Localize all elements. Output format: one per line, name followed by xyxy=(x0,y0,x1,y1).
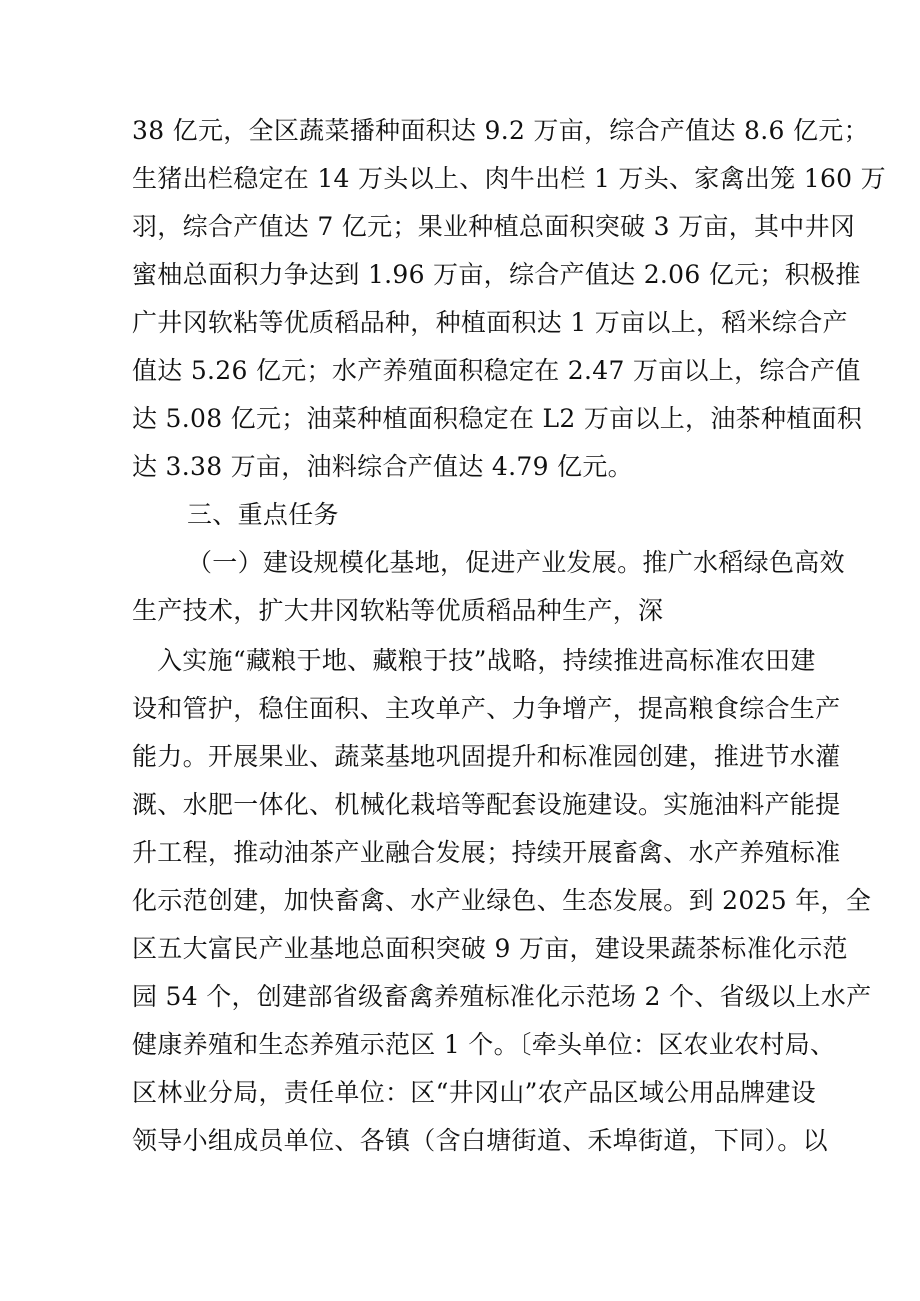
text-line: 达 5.08 亿元；油菜种植面积稳定在 L2 万亩以上，油茶种植面积 xyxy=(132,404,863,433)
text-line: 溉、水肥一体化、机械化栽培等配套设施建设。实施油料产能提 xyxy=(132,790,841,819)
text-line: 入实施“藏粮于地、藏粮于技”战略，持续推进高标准农田建 xyxy=(157,646,816,675)
text-line: 区五大富民产业基地总面积突破 9 万亩，建设果蔬茶标准化示范 xyxy=(132,934,848,963)
section-heading: 三、重点任务 xyxy=(187,500,339,529)
text-line: 健康养殖和生态养殖示范区 1 个。〔牵头单位：区农业农村局、 xyxy=(132,1030,836,1059)
text-line: 达 3.38 万亩，油料综合产值达 4.79 亿元。 xyxy=(132,452,633,481)
text-line: 化示范创建，加快畜禽、水产业绿色、生态发展。到 2025 年，全 xyxy=(132,886,872,915)
text-line: 园 54 个，创建部省级畜禽养殖标准化示范场 2 个、省级以上水产 xyxy=(132,982,872,1011)
text-line: 羽，综合产值达 7 亿元；果业种植总面积突破 3 万亩，其中井冈 xyxy=(132,212,856,241)
text-line: 领导小组成员单位、各镇（含白塘街道、禾埠街道，下同）。以 xyxy=(132,1126,828,1155)
text-line: 能力。开展果业、蔬菜基地巩固提升和标准园创建，推进节水灌 xyxy=(132,742,841,771)
text-line: 区林业分局，责任单位：区“井冈山”农产品区域公用品牌建设 xyxy=(132,1078,816,1107)
text-line: （一）建设规模化基地，促进产业发展。推广水稻绿色高效 xyxy=(187,548,845,577)
text-line: 生产技术，扩大井冈软粘等优质稻品种生产，深 xyxy=(132,596,664,625)
text-line: 升工程，推动油茶产业融合发展；持续开展畜禽、水产养殖标准 xyxy=(132,838,841,867)
text-line: 蜜柚总面积力争达到 1.96 万亩，综合产值达 2.06 亿元；积极推 xyxy=(132,260,861,289)
text-line: 值达 5.26 亿元；水产养殖面积稳定在 2.47 万亩以上，综合产值 xyxy=(132,356,861,385)
text-line: 广井冈软粘等优质稻品种，种植面积达 1 万亩以上，稻米综合产 xyxy=(132,308,848,337)
text-line: 生猪出栏稳定在 14 万头以上、肉牛出栏 1 万头、家禽出笼 160 万 xyxy=(132,164,886,193)
text-line: 38 亿元，全区蔬菜播种面积达 9.2 万亩，综合产值达 8.6 亿元； xyxy=(132,116,869,145)
text-line: 设和管护，稳住面积、主攻单产、力争增产，提高粮食综合生产 xyxy=(132,694,841,723)
